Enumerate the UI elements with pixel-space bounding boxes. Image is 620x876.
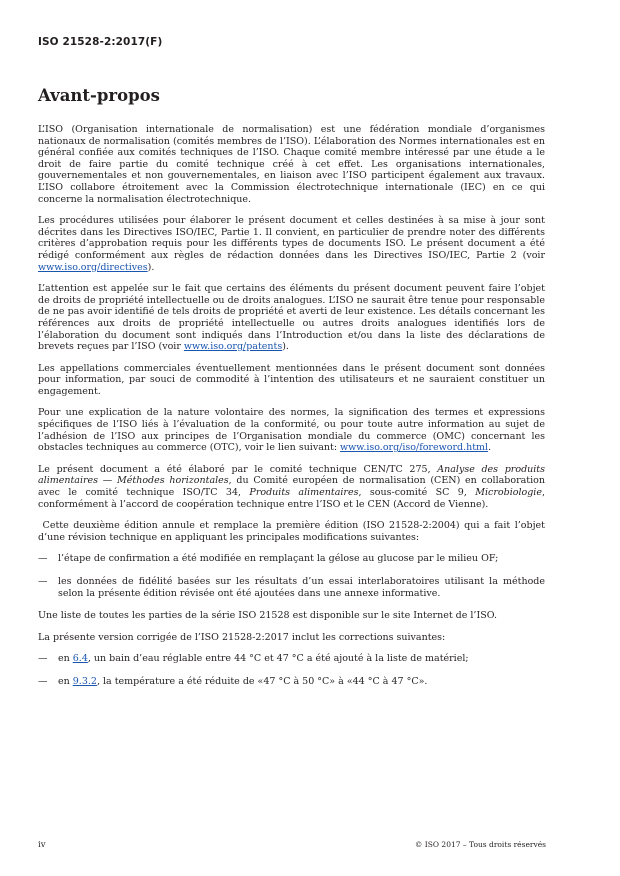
paragraph-patents-end: ). (282, 341, 289, 353)
correction-1-pre: en (58, 653, 73, 665)
paragraph-procedures-text: Les procédures utilisées pour élaborer le présent document et celles destinées à sa mise à jour sont décrites dans les Directives ISO/IEC, Partie 1. Il convient, en particulier de prendre noter des différents critères d’approbation requis pour les différents types de documents ISO. Le présent document a été rédigé conformément aux règles de rédaction données dans les Directives ISO/IEC, Partie 2 (voir (38, 215, 545, 261)
paragraph-second-edition: Cette deuxième édition annule et remplace la première édition (ISO 21528-2:2004) qui a fait l’objet d’une révision technique en appliquant les principales modifications suivantes: (38, 520, 549, 543)
patents-link[interactable]: www.iso.org/patents (183, 341, 283, 353)
list-dash: — (38, 653, 48, 665)
correction-2-pre: en (58, 675, 73, 687)
paragraph-series-list: Une liste de toutes les parties de la série ISO 21528 est disponible sur le site Internet de l’ISO. (38, 610, 497, 622)
paragraph-voluntary-text: Pour une explication de la nature volontaire des normes, la signification des termes et expressions spécifiques de l’ISO liés à l’évaluation de la conformité, ou pour toute autre information au sujet de l’adhésion de l’ISO aux principes de l’Organisation mondiale du commerce (OMC) concernant les obstacles techniques au commerce (OTC), voir le lien suivant: (38, 407, 545, 454)
committee-micro-italic: Microbiologie (475, 487, 542, 499)
committee-text-a: Le présent document a été élaboré par le comité technique CEN/TC 275, (38, 463, 438, 475)
paragraph-voluntary-nature (38, 407, 545, 453)
list-item-text: les données de fidélité basées sur les résultats d’un essai interlaboratoires utilisant la méthode selon la présente édition révisée ont été ajoutées dans une annexe informative. (58, 576, 545, 599)
copyright-notice: © ISO 2017 – Tous droits réservés (414, 840, 546, 849)
paragraph-patents (38, 283, 545, 353)
list-item-text (58, 653, 545, 665)
paragraph-procedures (38, 215, 545, 273)
list-dash: — (38, 576, 48, 587)
foreword-body (38, 124, 549, 699)
list-item-text (58, 676, 545, 688)
page-title: Avant-propos (38, 86, 160, 105)
committee-text-e: , sous-comité SC 9, (358, 487, 476, 499)
list-item (38, 553, 545, 565)
list-dash: — (38, 553, 48, 565)
directives-link[interactable]: www.iso.org/directives (38, 261, 148, 273)
committee-text-g: , conformément à l’accord de coopération technique entre l’ISO et le CEN (Accord de Vienne). (38, 487, 545, 510)
list-item-text: l’étape de confirmation a été modifiée en remplaçant la gélose au glucose par le milieu OF; (58, 553, 499, 565)
paragraph-corrections: La présente version corrigée de l’ISO 21528-2:2017 inclut les corrections suivantes: (38, 631, 446, 643)
paragraph-committee (38, 464, 545, 510)
document-id: ISO 21528-2:2017(F) (38, 36, 163, 48)
paragraph-procedures-end: ). (147, 261, 155, 273)
list-dash: — (38, 675, 48, 687)
correction-2-post: , la température a été réduite de «47 °C à 50 °C» à «44 °C à 47 °C». (96, 675, 428, 687)
list-item (38, 653, 545, 665)
committee-title-italic: Analyse des produits alimentaires — Méthodes horizontales (38, 463, 545, 487)
paragraph-voluntary-end: . (488, 442, 492, 454)
clause-9-3-2-link[interactable]: 9.3.2 (72, 675, 97, 687)
paragraph-patents-text: L’attention est appelée sur le fait que certains des éléments du présent document peuvent faire l’objet de droits de propriété intellectuelle ou de droits analogues. L’ISO ne saurait être tenue pour responsable de ne pas avoir identifié de tels droits de propriété et averti de leur existence. Les détails concernant les références aux droits de propriété intellectuelle ou autres droits analogues identifiés lors de l’élaboration du document sont indiqués dans l’Introduction et/ou dans la liste des déclarations de brevets reçues par l’ISO (voir (38, 283, 545, 353)
committee-text-c: , du Comité européen de normalisation (CEN) en collaboration avec le comité technique ISO/TC 34, (38, 475, 545, 499)
committee-products-italic: Produits alimentaires (249, 487, 359, 499)
list-item (38, 676, 545, 688)
correction-1-post: , un bain d’eau réglable entre 44 °C et 47 °C a été ajouté à la liste de matériel; (87, 653, 469, 665)
clause-6-4-link[interactable]: 6.4 (72, 653, 88, 665)
paragraph-iso-intro: L’ISO (Organisation internationale de normalisation) est une fédération mondiale d’organismes nationaux de normalisation (comités membres de l’ISO). L’élaboration des Normes internationales est en général confiée aux comités techniques de l’ISO. Chaque comité membre intéressé par une étude a le droit de faire partie du comité technique créé à cet effet. Les organisations internationales, gouvernementales et non gouvernementales, en liaison avec l’ISO participent également aux travaux. L’ISO collabore étroitement avec la Commission électrotechnique internationale (IEC) en ce qui concerne la normalisation électrotechnique. (38, 124, 545, 205)
page-number: iv (38, 840, 46, 850)
paragraph-trade-names: Les appellations commerciales éventuellement mentionnées dans le présent document sont données pour information, par souci de commodité à l’intention des utilisateurs et ne sauraient constituer un engagement. (38, 362, 545, 397)
foreword-link[interactable]: www.iso.org/iso/foreword.html (340, 442, 489, 454)
list-item (38, 576, 545, 599)
